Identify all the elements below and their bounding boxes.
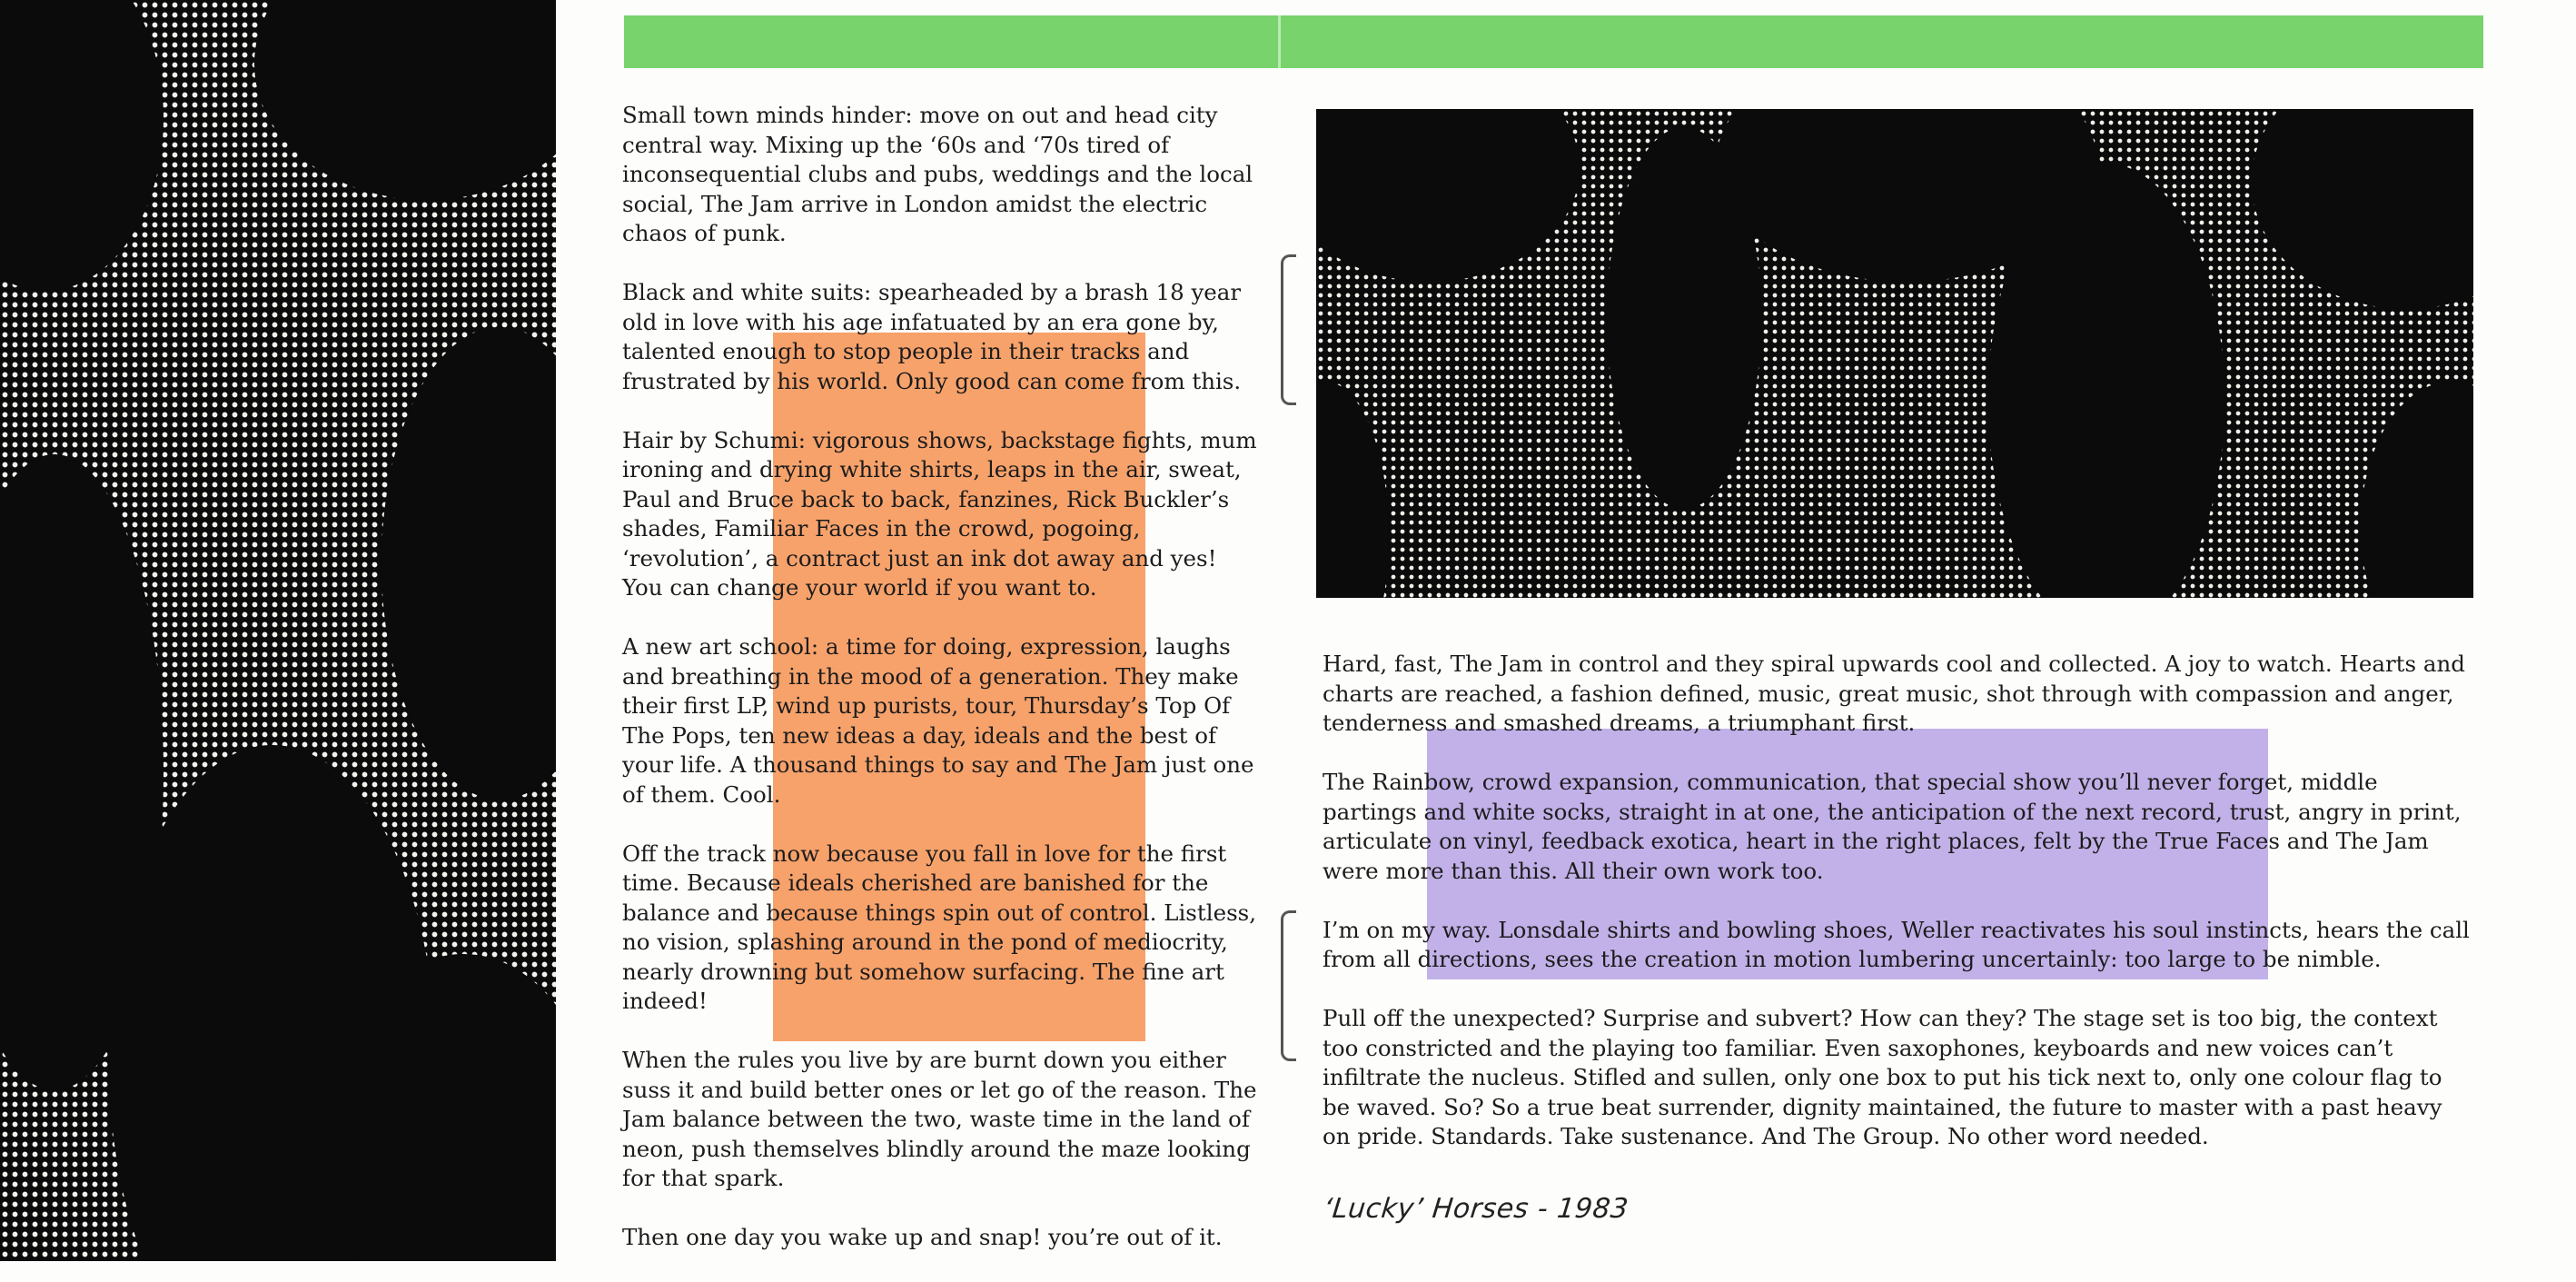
bracket-mark-upper	[1281, 254, 1296, 405]
right-paragraph-3: I’m on my way. Lonsdale shirts and bowling shoes, Weller reactivates his soul instincts, hears the call from all directions, sees the creation in motion lumbering uncertainly: too large to be nimble.	[1323, 916, 2470, 972]
right-paragraph-2: The Rainbow, crowd expansion, communication, that special show you’ll never forget, middle partings and white socks, straight in at one, the anticipation of the next record, trust, angry in print, articulate on vinyl, feedback exotica, heart in the right places, felt by the True Faces and The Jam were more than this. All their own work too.	[1323, 769, 2462, 884]
photo-credit: ‘Lucky’ Horses - 1983	[1322, 1193, 1630, 1225]
left-paragraph-4: A new art school: a time for doing, expression, laughs and breathing in the mood of a generation. They make their first LP, wind up purists, tour, Thursday’s Top Of The Pops, ten new ideas a day, ideals and the best of your life. A thousand things to say and The Jam just one of them. Cool.	[622, 633, 1254, 808]
header-green-bar	[624, 15, 2483, 68]
right-text-column	[1323, 650, 2472, 1181]
left-paragraph-1: Small town minds hinder: move on out and head city central way. Mixing up the ‘60s and ‘70s tired of inconsequential clubs and pubs, weddings and the local social, The Jam arrive in London amidst the electric chaos of punk.	[622, 102, 1253, 246]
left-text-column	[622, 101, 1258, 1282]
header-bar-seam	[1278, 15, 1281, 68]
left-paragraph-5: Off the track now because you fall in love for the first time. Because ideals cherished are banished for the balance and because things spin out of control. Listless, no vision, splashing around in the pond of mediocrity, nearly drowning but somehow surfacing. The fine art indeed!	[622, 840, 1256, 1014]
band-photo	[1316, 109, 2473, 598]
left-paragraph-6: When the rules you live by are burnt down you either suss it and build better ones or let go of the reason. The Jam balance between the two, waste time in the land of neon, push themselves blindly around the maze looking for that spark.	[622, 1047, 1257, 1191]
bracket-mark-lower	[1281, 910, 1296, 1061]
left-paragraph-2: Black and white suits: spearheaded by a brash 18 year old in love with his age infatuated by an era gone by, talented enough to stop people in their tracks and frustrated by his world. Only good can come from this.	[622, 279, 1242, 394]
right-paragraph-4: Pull off the unexpected? Surprise and subvert? How can they? The stage set is too big, the context too constricted and the playing too familiar. Even saxophones, keyboards and new voices can’t infiltrate the nucleus. Stifled and sullen, only one box to put his tick next to, only one colour flag to be waved. So? So a true beat surrender, dignity maintained, the future to master with a past heavy on pride. Standards. Take sustenance. And The Group. No other word needed.	[1323, 1005, 2442, 1149]
left-paragraph-7: Then one day you wake up and snap! you’re out of it.	[622, 1224, 1223, 1250]
left-paragraph-3: Hair by Schumi: vigorous shows, backstage fights, mum ironing and drying white shirts, leaps in the air, sweat, Paul and Bruce back to back, fanzines, Rick Buckler’s shades, Familiar Faces in the crowd, pogoing, ‘revolution’, a contract just an ink dot away and yes! You can change your world if you want to.	[622, 426, 1257, 601]
right-paragraph-1: Hard, fast, The Jam in control and they spiral upwards cool and collected. A joy to watch. Hearts and charts are reached, a fashion defined, music, great music, shot through with compassion and anger, tenderness and smashed dreams, a triumphant first.	[1323, 651, 2465, 736]
guitarist-photo	[0, 0, 556, 1261]
